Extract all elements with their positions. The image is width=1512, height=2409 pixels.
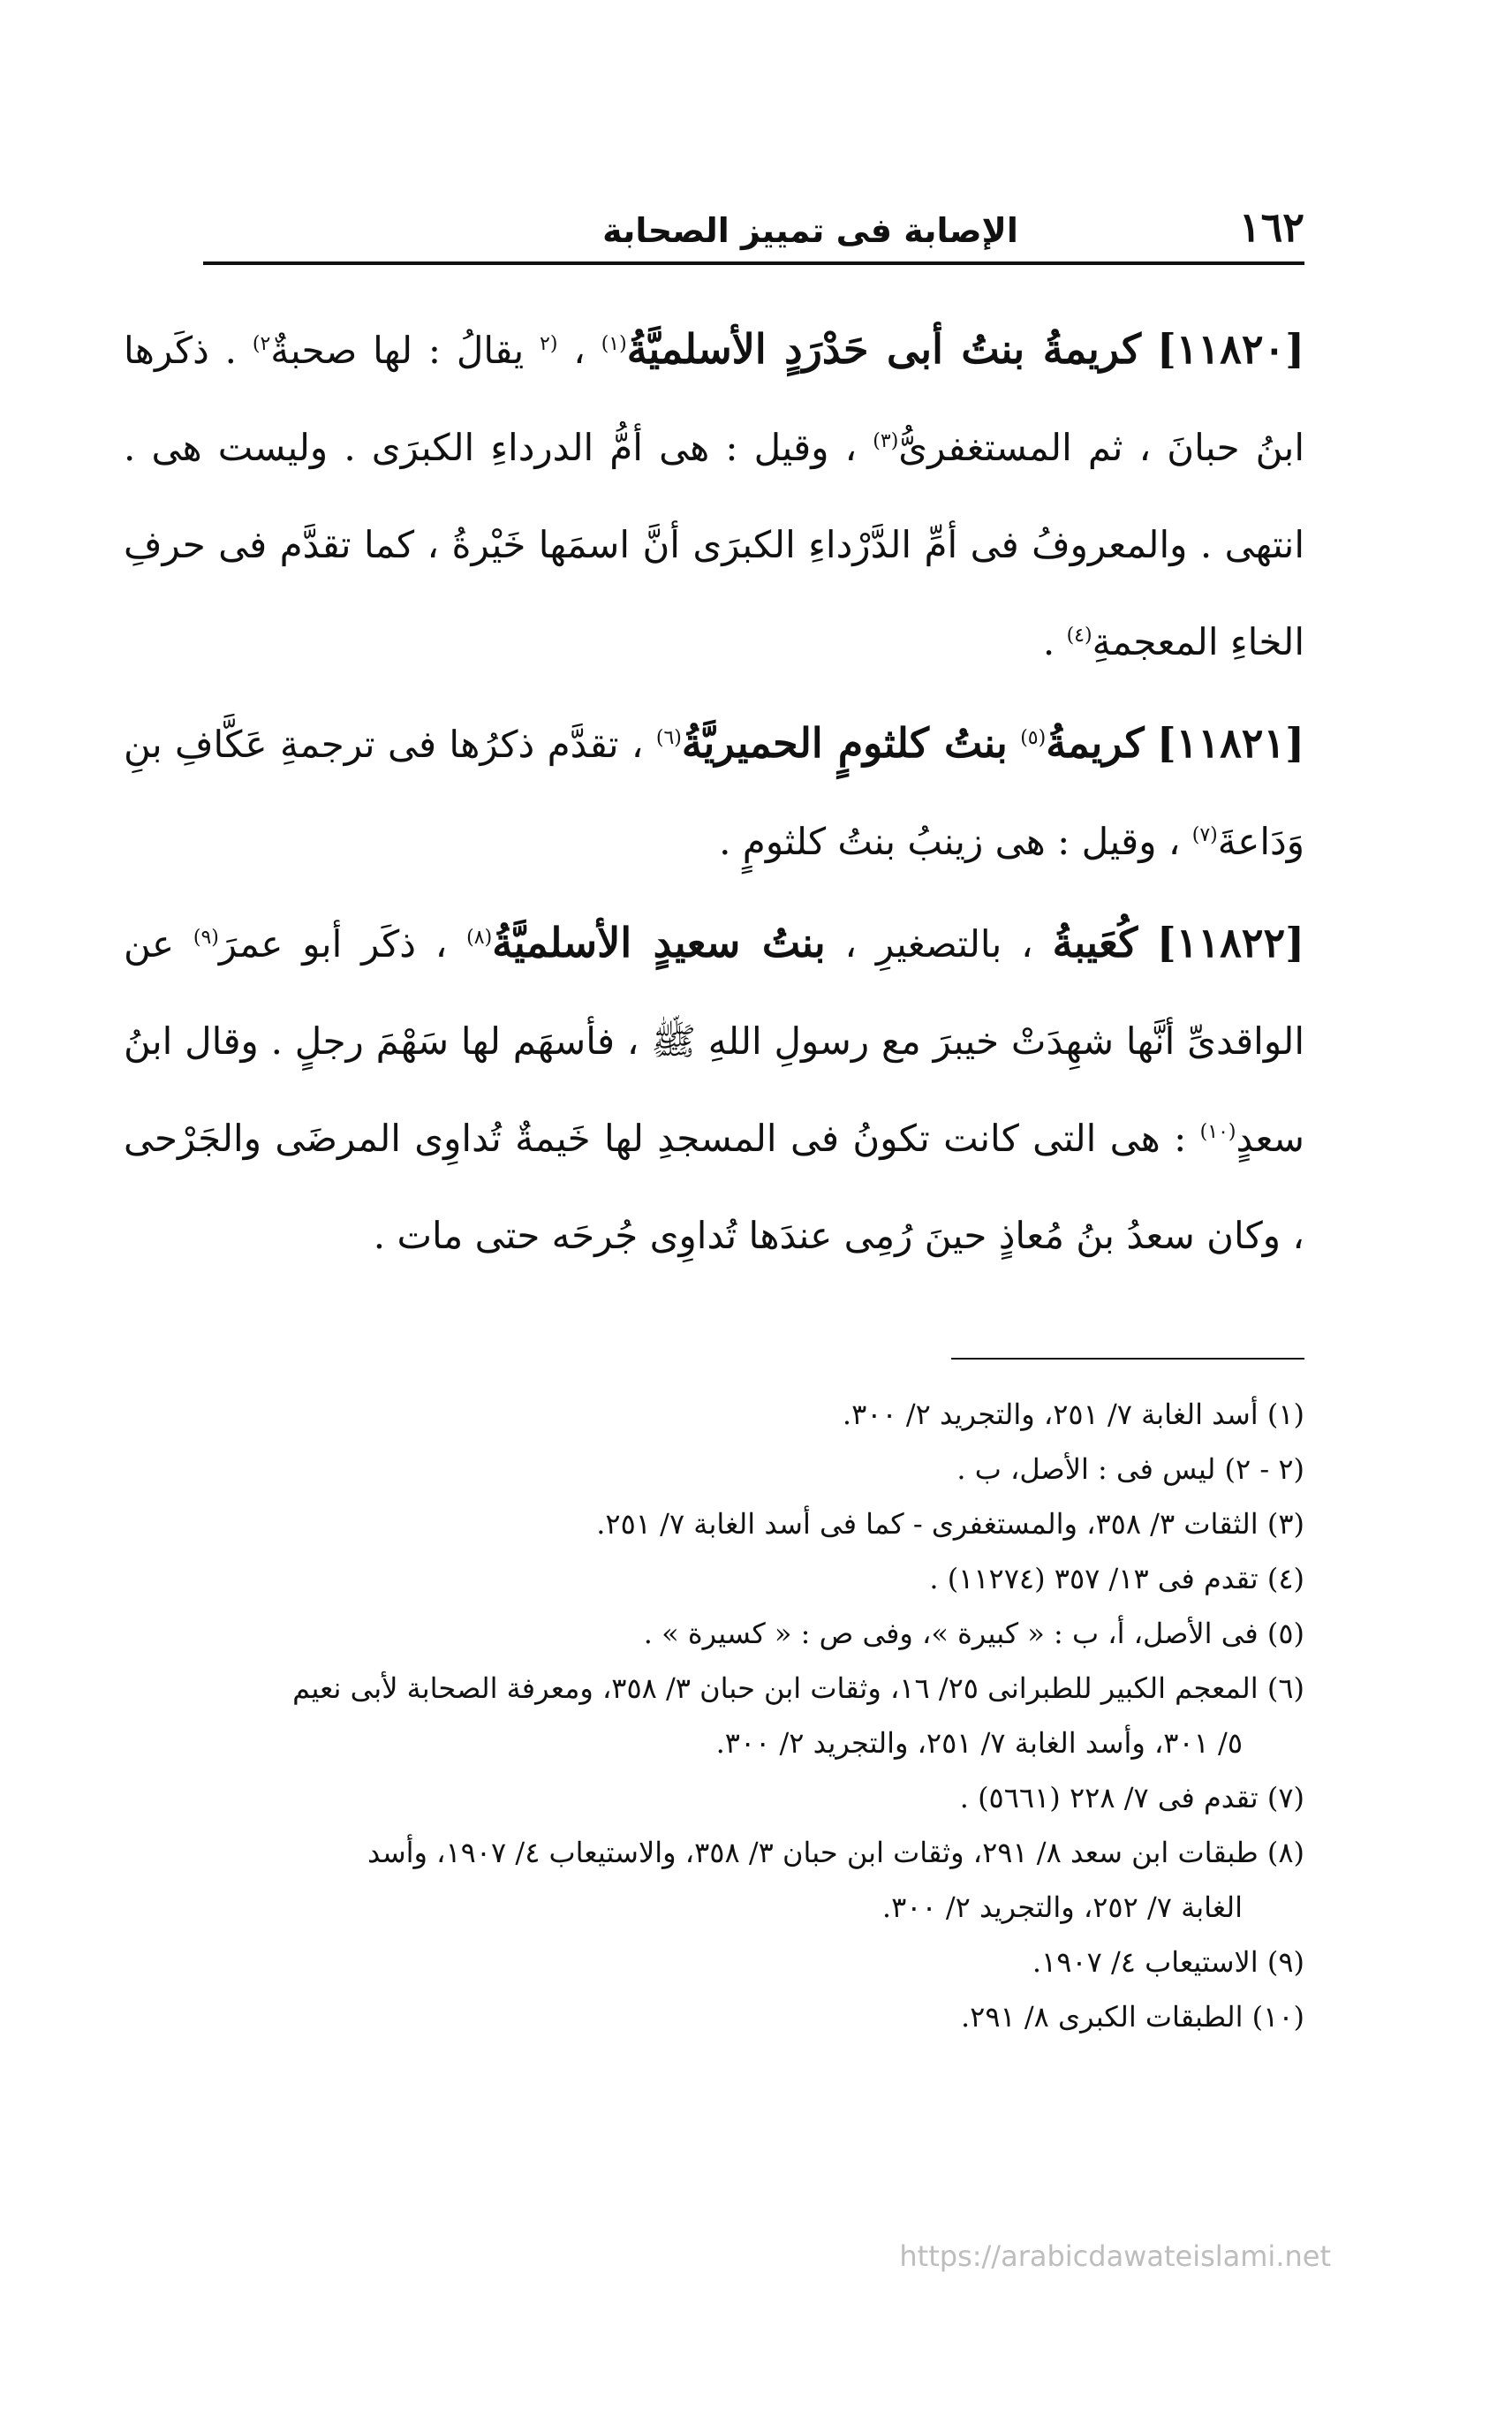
footnote-ref: (١٠)	[1199, 1121, 1236, 1143]
footnote-6: (٦) المعجم الكبير للطبرانى ٢٥/ ١٦، وثقات ابن حبان ٣/ ٣٥٨، ومعرفة الصحابة لأبى نعيم	[292, 1671, 1304, 1705]
entry-name: كُعَيبةُ	[1052, 919, 1138, 966]
footnote-3: (٣) الثقات ٣/ ٣٥٨، والمستغفرى - كما فى أسد الغابة ٧/ ٢٥١.	[596, 1507, 1304, 1541]
footnote-ref: (٥)	[1020, 727, 1047, 749]
footnote-10: (١٠) الطبقات الكبرى ٨/ ٢٩١.	[960, 2000, 1304, 2034]
entry-name: كريمةُ	[1046, 719, 1145, 767]
footnote-8-continued: الغابة ٧/ ٢٥٢، والتجريد ٢/ ٣٠٠.	[881, 1890, 1243, 1924]
entry-text: ، بالتصغيرِ ،	[825, 922, 1033, 966]
footnote-9: (٩) الاستيعاب ٤/ ١٩٠٧.	[1032, 1945, 1304, 1979]
entry-text: ، وقيل : هى أمُّ الدرداءِ الكبرَى . وليست هى . انتهى . والمعروفُ فى أمِّ الدَّرْداءِ الكبرَى أنَّ اسمَها خَيْرةُ ، كما تقدَّم فى حرفِ الخاءِ المعجمةِ	[124, 426, 1304, 663]
entry-11820	[124, 300, 1304, 691]
footnote-6-continued: ٥/ ٣٠١، وأسد الغابة ٧/ ٢٥١، والتجريد ٢/ ٣٠٠.	[715, 1726, 1243, 1760]
page-header	[203, 177, 1304, 251]
entry-name: كريمةُ بنتُ أبى حَدْرَدٍ الأسلميَّةُ	[626, 325, 1142, 373]
page-number: ١٦٢	[1238, 203, 1304, 251]
footnote-ref: (٣)	[873, 430, 899, 452]
footnote-ref: (٩)	[193, 927, 219, 949]
footnote-ref: (١)	[601, 333, 627, 355]
footnote-2: (٢ - ٢) ليس فى : الأصل، ب .	[956, 1452, 1304, 1486]
entry-text: يقالُ : لها صحبةٌ	[270, 329, 525, 372]
footnote-ref: (٦)	[655, 727, 682, 749]
footnote-1: (١) أسد الغابة ٧/ ٢٥١، والتجريد ٢/ ٣٠٠.	[842, 1398, 1304, 1431]
entry-text: .	[1042, 620, 1055, 663]
entry-name-continued: بنتُ سعيدٍ الأسلميَّةُ	[492, 919, 826, 966]
footnote-ref: (٧)	[1191, 824, 1218, 846]
footnote-4: (٤) تقدم فى ١٣/ ٣٥٧ (١١٢٧٤) .	[929, 1562, 1304, 1595]
footnote-rule	[951, 1358, 1304, 1360]
footnote-ref: (٨)	[466, 927, 493, 949]
entry-text: ، تقدَّم ذكرُها فى ترجمةِ عَكَّافِ بنِ وَدَاعةَ	[124, 723, 1304, 863]
watermark-url: https://arabicdawateislami.net	[899, 2239, 1331, 2273]
header-rule	[203, 261, 1304, 265]
entry-11821	[124, 694, 1304, 890]
entry-number: [١١٨٢٢]	[1156, 919, 1304, 966]
entry-text: عن الواقدىِّ أنَّها شهِدَتْ خيبرَ مع رسولِ اللهِ ﷺ ، فأسهَم لها سَهْمَ رجلٍ . وقال ابنُ سعدٍ	[124, 922, 1304, 1160]
entry-number: [١١٨٢١]	[1156, 719, 1304, 767]
footnote-ref: (٤)	[1066, 625, 1092, 647]
running-title: الإصابة فى تمييز الصحابة	[602, 211, 1018, 250]
footnote-ref: (٢	[540, 333, 558, 355]
footnotes	[124, 1387, 1304, 2044]
main-text	[124, 300, 1304, 1288]
entry-name-continued: بنتُ كلثومٍ الحميريَّةُ	[681, 719, 1008, 767]
entry-text: ،	[557, 329, 586, 372]
footnote-7: (٧) تقدم فى ٧/ ٢٢٨ (٥٦٦١) .	[959, 1781, 1304, 1814]
entry-text: : هى التى كانت تكونُ فى المسجدِ لها خَيمةٌ تُداوِى المرضَى والجَرْحى ، وكان سعدُ بنُ مُعاذٍ حينَ رُمِى عندَها تُداوِى جُرحَه حتى مات .	[124, 1117, 1304, 1257]
entry-11822	[124, 894, 1304, 1284]
entry-text: . ذكَرها ابنُ حبانَ ، ثم المستغفرىُّ	[124, 329, 1305, 469]
entry-text: ، وقيل : هى زينبُ بنتُ كلثومٍ .	[719, 820, 1181, 863]
footnote-8: (٨) طبقات ابن سعد ٨/ ٢٩١، وثقات ابن حبان ٣/ ٣٥٨، والاستيعاب ٤/ ١٩٠٧، وأسد	[367, 1836, 1304, 1869]
footnote-5: (٥) فى الأصل، أ، ب : « كبيرة »، وفى ص : « كسيرة » .	[643, 1617, 1304, 1650]
entry-number: [١١٨٢٠]	[1156, 325, 1305, 373]
footnote-ref: ٢)	[252, 333, 271, 355]
entry-text: ، ذكَر أبو عمرَ	[218, 922, 448, 966]
